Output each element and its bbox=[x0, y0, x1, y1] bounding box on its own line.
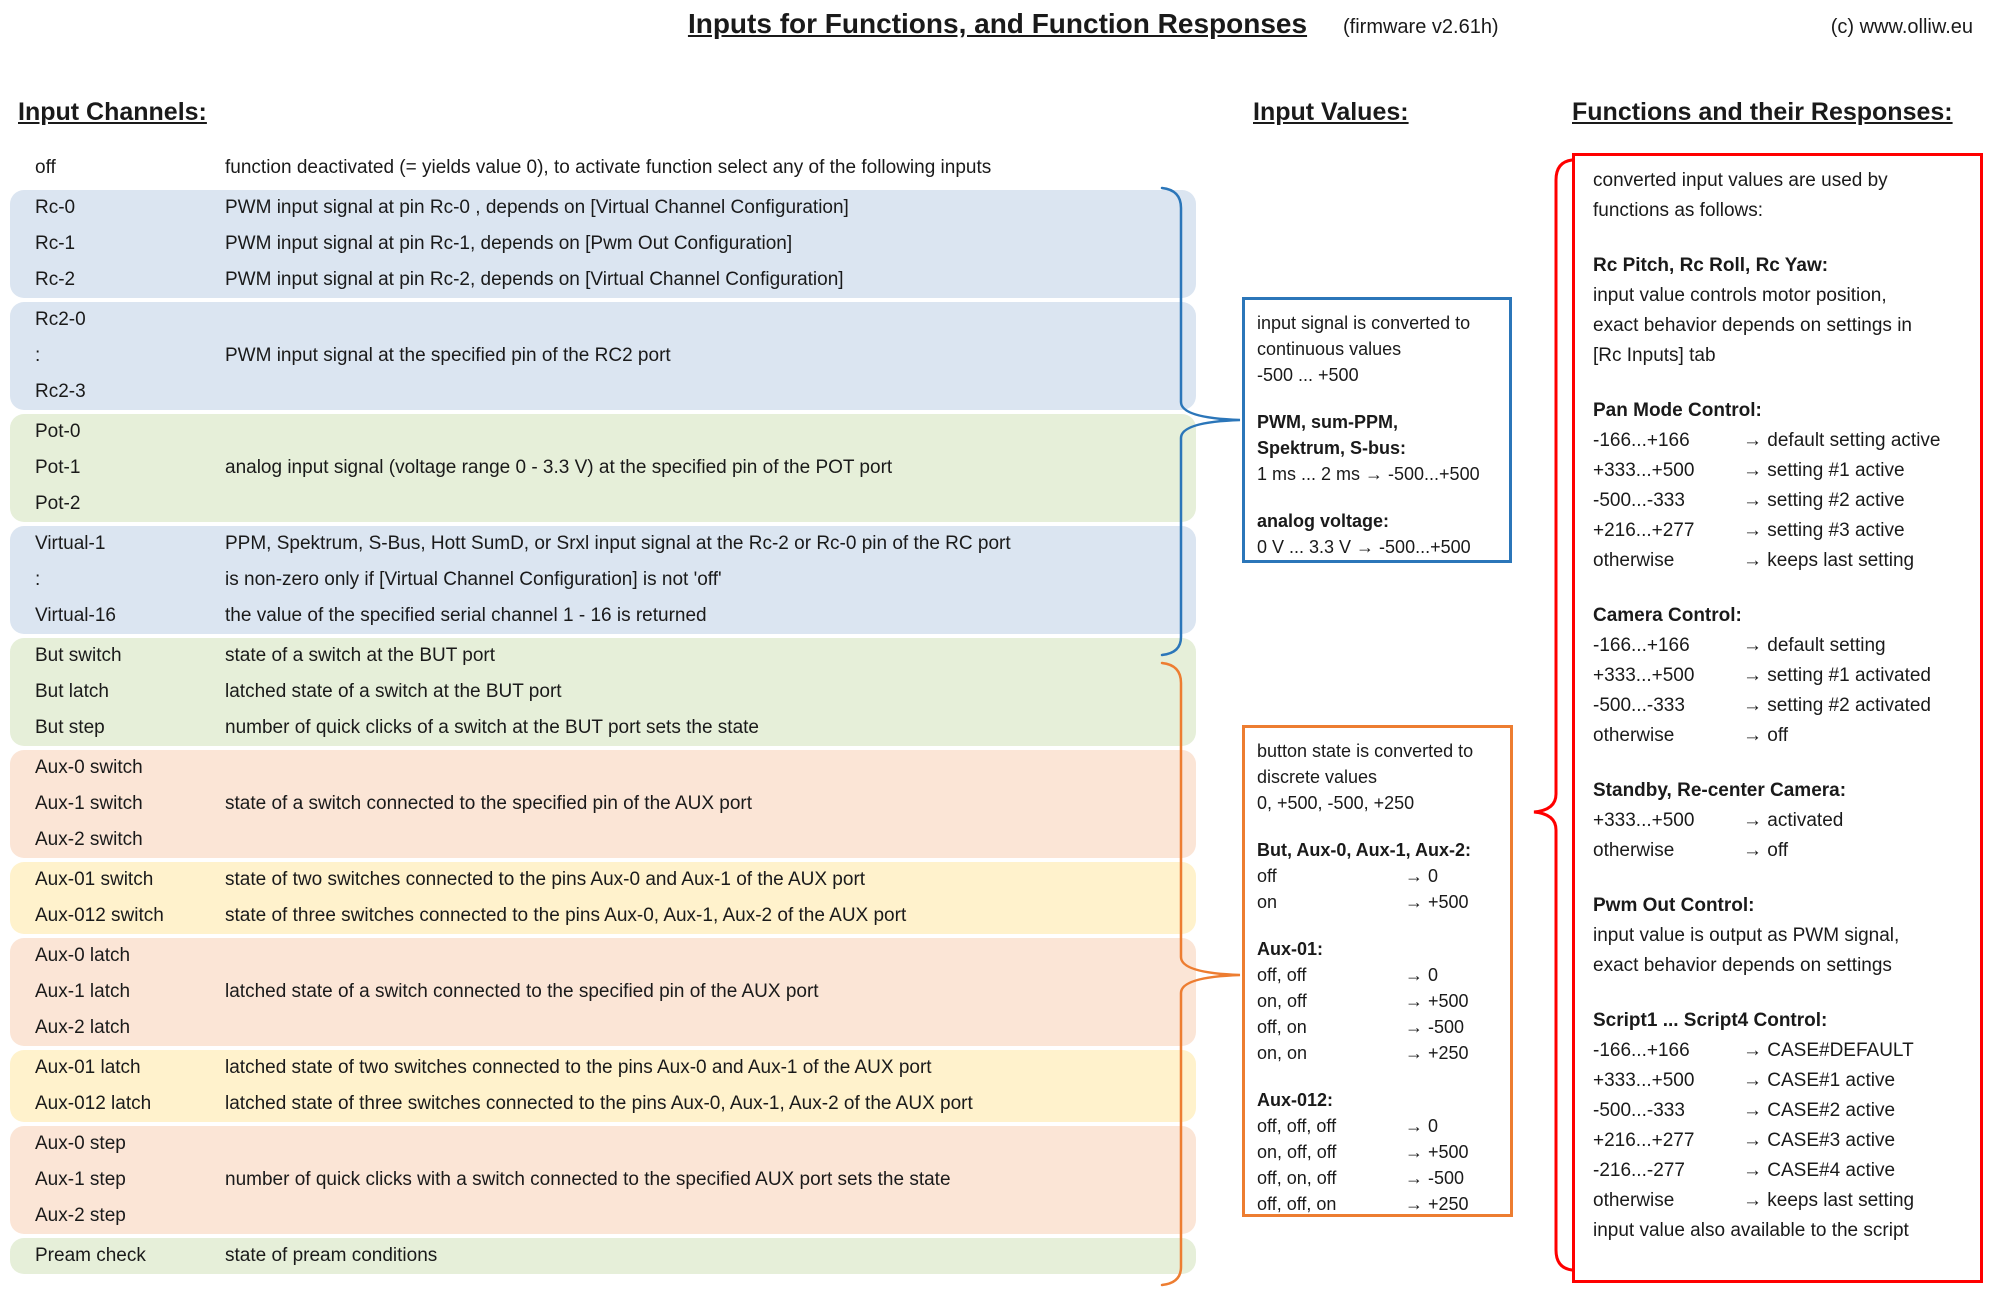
channel-label: Aux-01 switch bbox=[35, 869, 154, 890]
mapping-condition: off, on, off bbox=[1257, 1168, 1337, 1188]
mapping-condition: on bbox=[1257, 892, 1278, 912]
channel-desc: PWM input signal at the specified pin of the RC2 port bbox=[225, 345, 671, 366]
channel-label: Aux-2 step bbox=[35, 1205, 126, 1226]
value-mapping-row bbox=[1257, 1040, 1498, 1066]
mapping-result: → CASE#DEFAULT bbox=[1743, 1040, 1914, 1061]
channel-label: : bbox=[35, 569, 41, 590]
channel-label: Virtual-16 bbox=[35, 605, 116, 626]
mapping-condition: +333...+500 bbox=[1593, 1070, 1695, 1091]
channel-row bbox=[10, 822, 1196, 858]
mapping-condition: +333...+500 bbox=[1593, 665, 1695, 686]
channel-row bbox=[10, 414, 1196, 450]
channel-group bbox=[10, 190, 1196, 298]
channel-row bbox=[10, 190, 1196, 226]
channel-label: Pot-2 bbox=[35, 493, 81, 514]
spacer bbox=[1257, 915, 1498, 936]
box-text-line: functions as follows: bbox=[1593, 200, 1764, 221]
box-text-line: continuous values bbox=[1257, 339, 1402, 359]
value-mapping-row bbox=[1257, 988, 1498, 1014]
spacer bbox=[1593, 576, 1962, 601]
channel-row bbox=[10, 1162, 1196, 1198]
box-subheading: Aux-012: bbox=[1257, 1090, 1334, 1110]
channel-desc: PWM input signal at pin Rc-0 , depends on [Virtual Channel Configuration] bbox=[225, 197, 849, 218]
mapping-result: → default setting bbox=[1743, 635, 1886, 656]
box-text-line: [Rc Inputs] tab bbox=[1593, 345, 1716, 366]
channel-label: Aux-012 latch bbox=[35, 1093, 152, 1114]
channel-table bbox=[10, 190, 1196, 1278]
channel-row bbox=[10, 1010, 1196, 1046]
mapping-result: → -500 bbox=[1405, 1168, 1465, 1188]
channel-row bbox=[10, 562, 1196, 598]
mapping-result: → setting #2 active bbox=[1743, 490, 1905, 511]
channel-label: Rc-1 bbox=[35, 233, 76, 254]
value-mapping-row bbox=[1593, 631, 1962, 661]
channel-group bbox=[10, 1238, 1196, 1274]
mapping-condition: -500...-333 bbox=[1593, 695, 1685, 716]
channel-row bbox=[10, 786, 1196, 822]
value-mapping-row bbox=[1593, 661, 1962, 691]
channel-label: Aux-0 step bbox=[35, 1133, 126, 1154]
box-subheading: analog voltage: bbox=[1257, 511, 1390, 531]
channel-group bbox=[10, 862, 1196, 934]
value-mapping-row bbox=[1593, 1066, 1962, 1096]
channel-label: Pot-0 bbox=[35, 421, 81, 442]
channel-desc: state of a switch at the BUT port bbox=[225, 645, 495, 666]
channel-label: Pream check bbox=[35, 1245, 146, 1266]
box-subheading: PWM, sum-PPM, bbox=[1257, 412, 1399, 432]
channel-label: Rc2-3 bbox=[35, 381, 86, 402]
mapping-result: → CASE#4 active bbox=[1743, 1160, 1896, 1181]
mapping-condition: -500...-333 bbox=[1593, 1100, 1685, 1121]
box-text-line: discrete values bbox=[1257, 767, 1378, 787]
channel-group bbox=[10, 1050, 1196, 1122]
channel-label: Aux-0 latch bbox=[35, 945, 131, 966]
channel-label: : bbox=[35, 345, 41, 366]
mapping-result: → +500 bbox=[1405, 1142, 1469, 1162]
channel-row bbox=[10, 862, 1196, 898]
channel-label: off bbox=[35, 157, 56, 178]
channel-label: Pot-1 bbox=[35, 457, 81, 478]
value-mapping-row bbox=[1593, 721, 1962, 751]
mapping-result: → activated bbox=[1743, 810, 1844, 831]
mapping-result: → +250 bbox=[1405, 1043, 1469, 1063]
spacer bbox=[1257, 1066, 1498, 1087]
channel-row bbox=[10, 710, 1196, 746]
mapping-result: → off bbox=[1743, 840, 1789, 861]
box-text-line: 0 V ... 3.3 V → -500...+500 bbox=[1257, 537, 1471, 557]
mapping-result: → setting #2 activated bbox=[1743, 695, 1931, 716]
mapping-condition: off, off, off bbox=[1257, 1116, 1337, 1136]
mapping-result: → keeps last setting bbox=[1743, 1190, 1915, 1211]
channel-label: Rc-2 bbox=[35, 269, 76, 290]
value-mapping-row bbox=[1257, 889, 1498, 915]
value-mapping-row bbox=[1593, 546, 1962, 576]
channel-label: Aux-2 latch bbox=[35, 1017, 131, 1038]
channel-group bbox=[10, 526, 1196, 634]
box-text-line: input value controls motor position, bbox=[1593, 285, 1887, 306]
channel-row bbox=[10, 750, 1196, 786]
value-mapping-row bbox=[1593, 806, 1962, 836]
mapping-result: → CASE#1 active bbox=[1743, 1070, 1896, 1091]
channel-desc: state of three switches connected to the pins Aux-0, Aux-1, Aux-2 of the AUX port bbox=[225, 905, 907, 926]
channel-row bbox=[10, 674, 1196, 710]
mapping-result: → -500 bbox=[1405, 1017, 1465, 1037]
value-mapping-row bbox=[1593, 1156, 1962, 1186]
box-subheading: Camera Control: bbox=[1593, 605, 1742, 626]
value-mapping-row bbox=[1257, 863, 1498, 889]
box-subheading: Pan Mode Control: bbox=[1593, 400, 1762, 421]
value-mapping-row bbox=[1257, 1113, 1498, 1139]
channel-group bbox=[10, 414, 1196, 522]
channel-desc: number of quick clicks with a switch connected to the specified AUX port sets the state bbox=[225, 1169, 951, 1190]
channel-desc: latched state of a switch at the BUT port bbox=[225, 681, 562, 702]
channel-row bbox=[10, 338, 1196, 374]
value-mapping-row bbox=[1257, 962, 1498, 988]
channel-row bbox=[10, 1050, 1196, 1086]
channel-row bbox=[10, 262, 1196, 298]
value-mapping-row bbox=[1593, 1186, 1962, 1216]
input-channels-heading: Input Channels: bbox=[18, 98, 207, 126]
channel-label: Rc2-0 bbox=[35, 309, 86, 330]
firmware-version: (firmware v2.61h) bbox=[1343, 16, 1499, 38]
box-text-line: input value also available to the script bbox=[1593, 1220, 1909, 1241]
channel-desc: state of pream conditions bbox=[225, 1245, 438, 1266]
channel-desc: latched state of three switches connected to the pins Aux-0, Aux-1, Aux-2 of the AUX port bbox=[225, 1093, 973, 1114]
mapping-condition: -500...-333 bbox=[1593, 490, 1685, 511]
mapping-condition: off, off bbox=[1257, 965, 1307, 985]
mapping-result: → +250 bbox=[1405, 1194, 1469, 1214]
mapping-result: → 0 bbox=[1405, 866, 1439, 886]
mapping-condition: -166...+166 bbox=[1593, 635, 1690, 656]
channel-row bbox=[10, 302, 1196, 338]
channel-row bbox=[10, 638, 1196, 674]
channel-desc: PWM input signal at pin Rc-2, depends on [Virtual Channel Configuration] bbox=[225, 269, 844, 290]
function-responses-box bbox=[1572, 153, 1983, 1283]
box-subheading: Standby, Re-center Camera: bbox=[1593, 780, 1847, 801]
value-mapping-row bbox=[1593, 1036, 1962, 1066]
box-subheading: Rc Pitch, Rc Roll, Rc Yaw: bbox=[1593, 255, 1829, 276]
mapping-condition: +216...+277 bbox=[1593, 1130, 1695, 1151]
mapping-condition: on, off bbox=[1257, 991, 1307, 1011]
mapping-result: → keeps last setting bbox=[1743, 550, 1915, 571]
channel-desc: latched state of two switches connected to the pins Aux-0 and Aux-1 of the AUX port bbox=[225, 1057, 932, 1078]
channel-desc: PPM, Spektrum, S-Bus, Hott SumD, or Srxl input signal at the Rc-2 or Rc-0 pin of the RC port bbox=[225, 533, 1011, 554]
channel-label: Aux-012 switch bbox=[35, 905, 164, 926]
value-mapping-row bbox=[1593, 456, 1962, 486]
channel-group bbox=[10, 938, 1196, 1046]
channel-desc: function deactivated (= yields value 0), to activate function select any of the following inputs bbox=[225, 157, 992, 178]
channel-group bbox=[10, 302, 1196, 410]
input-values-heading: Input Values: bbox=[1253, 98, 1409, 126]
value-mapping-row bbox=[1257, 1014, 1498, 1040]
channel-row bbox=[10, 226, 1196, 262]
mapping-result: → 0 bbox=[1405, 965, 1439, 985]
channel-row bbox=[10, 938, 1196, 974]
channel-label: But latch bbox=[35, 681, 109, 702]
channel-row bbox=[10, 486, 1196, 522]
box-text-line: button state is converted to bbox=[1257, 741, 1474, 761]
mapping-condition: -166...+166 bbox=[1593, 1040, 1690, 1061]
box-subheading: Script1 ... Script4 Control: bbox=[1593, 1010, 1828, 1031]
mapping-result: → off bbox=[1743, 725, 1789, 746]
mapping-condition: otherwise bbox=[1593, 840, 1675, 861]
box-text-line: input signal is converted to bbox=[1257, 313, 1471, 333]
functions-heading: Functions and their Responses: bbox=[1572, 98, 1953, 126]
mapping-condition: otherwise bbox=[1593, 1190, 1675, 1211]
channel-label: But step bbox=[35, 717, 105, 738]
mapping-condition: +333...+500 bbox=[1593, 460, 1695, 481]
mapping-condition: off, on bbox=[1257, 1017, 1307, 1037]
mapping-result: → 0 bbox=[1405, 1116, 1439, 1136]
box-subheading: Aux-01: bbox=[1257, 939, 1324, 959]
spacer bbox=[1593, 751, 1962, 776]
channel-desc: number of quick clicks of a switch at the BUT port sets the state bbox=[225, 717, 759, 738]
value-mapping-row bbox=[1593, 691, 1962, 721]
discrete-values-box bbox=[1242, 725, 1513, 1217]
value-mapping-row bbox=[1593, 486, 1962, 516]
mapping-result: → +500 bbox=[1405, 892, 1469, 912]
box-text-line: 1 ms ... 2 ms → -500...+500 bbox=[1257, 464, 1480, 484]
copyright-note: (c) www.olliw.eu bbox=[1830, 16, 1973, 38]
mapping-condition: -216...-277 bbox=[1593, 1160, 1685, 1181]
mapping-condition: +333...+500 bbox=[1593, 810, 1695, 831]
box-subheading: Pwm Out Control: bbox=[1593, 895, 1755, 916]
spacer bbox=[1257, 388, 1497, 409]
value-mapping-row bbox=[1593, 836, 1962, 866]
mapping-condition: -166...+166 bbox=[1593, 430, 1690, 451]
value-mapping-row bbox=[1257, 1165, 1498, 1191]
spacer bbox=[1257, 816, 1498, 837]
value-mapping-row bbox=[1593, 516, 1962, 546]
channel-group bbox=[10, 638, 1196, 746]
channel-row-off bbox=[10, 150, 1196, 186]
channel-row bbox=[10, 374, 1196, 410]
channel-label: Virtual-1 bbox=[35, 533, 106, 554]
channel-row bbox=[10, 898, 1196, 934]
box-text-line: exact behavior depends on settings bbox=[1593, 955, 1892, 976]
channel-desc: is non-zero only if [Virtual Channel Configuration] is not 'off' bbox=[225, 569, 722, 590]
mapping-result: → CASE#2 active bbox=[1743, 1100, 1896, 1121]
channel-desc: PWM input signal at pin Rc-1, depends on [Pwm Out Configuration] bbox=[225, 233, 793, 254]
box-text-line: -500 ... +500 bbox=[1257, 365, 1359, 385]
mapping-result: → setting #1 activated bbox=[1743, 665, 1931, 686]
channel-desc: latched state of a switch connected to the specified pin of the AUX port bbox=[225, 981, 819, 1002]
mapping-result: → default setting active bbox=[1743, 430, 1941, 451]
channel-label: Aux-0 switch bbox=[35, 757, 143, 778]
mapping-condition: otherwise bbox=[1593, 725, 1675, 746]
mapping-condition: otherwise bbox=[1593, 550, 1675, 571]
channel-row bbox=[10, 598, 1196, 634]
channel-label: But switch bbox=[35, 645, 122, 666]
spacer bbox=[1593, 866, 1962, 891]
continuous-values-box bbox=[1242, 297, 1512, 563]
channel-label: Aux-1 switch bbox=[35, 793, 143, 814]
value-mapping-row bbox=[1593, 426, 1962, 456]
channel-row bbox=[10, 1126, 1196, 1162]
mapping-condition: on, on bbox=[1257, 1043, 1308, 1063]
value-mapping-row bbox=[1593, 1096, 1962, 1126]
channel-desc: state of a switch connected to the specified pin of the AUX port bbox=[225, 793, 753, 814]
value-mapping-row bbox=[1257, 1191, 1498, 1217]
spacer bbox=[1257, 487, 1497, 508]
page-title: Inputs for Functions, and Function Responses bbox=[687, 8, 1308, 39]
channel-label: Aux-2 switch bbox=[35, 829, 143, 850]
box-text-line: input value is output as PWM signal, bbox=[1593, 925, 1900, 946]
mapping-result: → setting #3 active bbox=[1743, 520, 1905, 541]
channel-label: Aux-01 latch bbox=[35, 1057, 141, 1078]
spacer bbox=[1593, 371, 1962, 396]
channel-row bbox=[10, 450, 1196, 486]
box-subheading: But, Aux-0, Aux-1, Aux-2: bbox=[1257, 840, 1472, 860]
channel-group bbox=[10, 750, 1196, 858]
box-subheading: Spektrum, S-bus: bbox=[1257, 438, 1407, 458]
mapping-condition: +216...+277 bbox=[1593, 520, 1695, 541]
channel-label: Aux-1 latch bbox=[35, 981, 131, 1002]
mapping-result: → setting #1 active bbox=[1743, 460, 1905, 481]
box-text-line: exact behavior depends on settings in bbox=[1593, 315, 1912, 336]
channel-row bbox=[10, 1238, 1196, 1274]
channel-row bbox=[10, 1198, 1196, 1234]
spacer bbox=[1593, 226, 1962, 251]
mapping-result: → +500 bbox=[1405, 991, 1469, 1011]
channel-row bbox=[10, 526, 1196, 562]
channel-row bbox=[10, 974, 1196, 1010]
box-text-line: 0, +500, -500, +250 bbox=[1257, 793, 1415, 813]
mapping-condition: off bbox=[1257, 866, 1277, 886]
channel-group bbox=[10, 1126, 1196, 1234]
value-mapping-row bbox=[1593, 1126, 1962, 1156]
values-to-functions-brace bbox=[1534, 160, 1572, 1270]
channel-label: Rc-0 bbox=[35, 197, 76, 218]
box-text-line: converted input values are used by bbox=[1593, 170, 1888, 191]
channel-row bbox=[10, 1086, 1196, 1122]
value-mapping-row bbox=[1257, 1139, 1498, 1165]
channel-desc: state of two switches connected to the pins Aux-0 and Aux-1 of the AUX port bbox=[225, 869, 866, 890]
channel-desc: the value of the specified serial channel 1 - 16 is returned bbox=[225, 605, 707, 626]
mapping-condition: off, off, on bbox=[1257, 1194, 1337, 1214]
spacer bbox=[1593, 981, 1962, 1006]
channel-desc: analog input signal (voltage range 0 - 3.3 V) at the specified pin of the POT port bbox=[225, 457, 893, 478]
mapping-result: → CASE#3 active bbox=[1743, 1130, 1896, 1151]
mapping-condition: on, off, off bbox=[1257, 1142, 1337, 1162]
channel-label: Aux-1 step bbox=[35, 1169, 126, 1190]
